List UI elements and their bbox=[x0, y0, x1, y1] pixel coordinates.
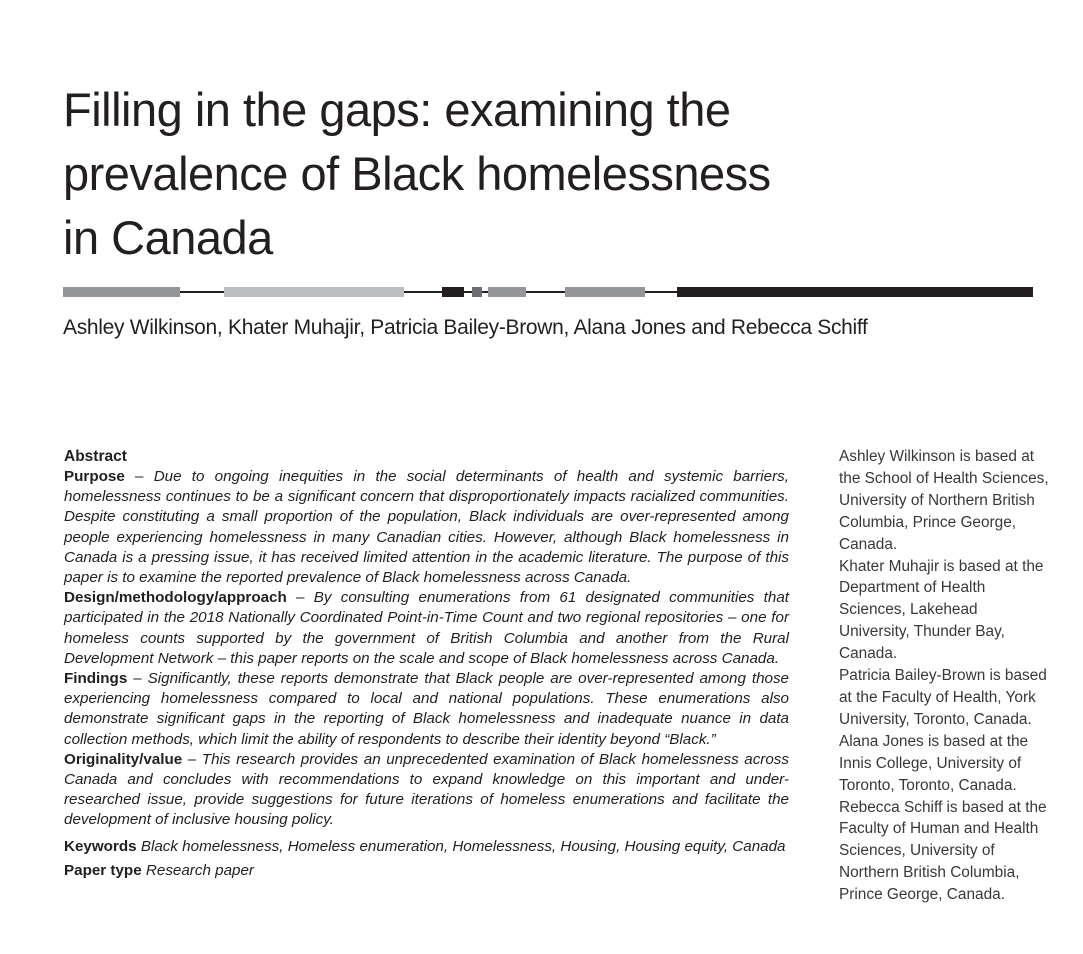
title-line-2: prevalence of Black homelessness bbox=[63, 147, 771, 200]
paper-type-label: Paper type bbox=[64, 861, 142, 879]
keywords bbox=[64, 837, 789, 857]
abstract-section-originality bbox=[64, 750, 789, 831]
keywords-text: Black homelessness, Homeless enumeration, Homelessness, Housing, Housing equity, Canada bbox=[140, 837, 786, 855]
section-separator: – bbox=[286, 589, 314, 607]
abstract-section-purpose bbox=[64, 467, 789, 588]
abstract-heading: Abstract bbox=[64, 448, 127, 465]
affiliation-item: Alana Jones is based at the Innis College, University of Toronto, Toronto, Canada. bbox=[839, 732, 1029, 794]
section-label: Design/methodology/approach bbox=[64, 589, 287, 607]
keywords-label: Keywords bbox=[64, 837, 137, 855]
affiliation-item: Khater Muhajir is based at the Department of Health Sciences, Lakehead University, Thunder Bay, Canada. bbox=[839, 557, 1044, 663]
section-text: Due to ongoing inequities in the social determinants of health and systemic barriers, homelessness continues to be a significant concern that disproportionately impacts racialized communities. Despite constituting a small proportion of the population, Black individuals are over-represented among people experiencing homelessness in many Canadian cities. However, although Black homelessness in Canada is a pressing issue, it has received limited attention in the academic literature. The purpose of this paper is to examine the reported prevalence of Black homelessness across Canada. bbox=[64, 468, 789, 587]
author-affiliations bbox=[839, 446, 1049, 906]
title-line-3: in Canada bbox=[63, 211, 273, 264]
paper-type bbox=[64, 861, 789, 881]
abstract-block bbox=[64, 447, 789, 881]
title-line-1: Filling in the gaps: examining the bbox=[63, 83, 731, 136]
rule-segment bbox=[565, 287, 645, 297]
section-label: Purpose bbox=[64, 468, 125, 485]
section-text: Significantly, these reports demonstrate that Black people are over-represented among those experiencing homelessness compared to local and national populations. These enumerations also demonstrate significant gaps in the reporting of Black homelessness and inadequate nuance in data collection methods, which limit the ability of respondents to describe their identity beyond “Black.” bbox=[64, 670, 790, 748]
section-separator: – bbox=[124, 468, 154, 485]
affiliation-item: Rebecca Schiff is based at the Faculty of Human and Health Sciences, University of Northern British Columbia, Prince George, Canada. bbox=[839, 798, 1047, 904]
section-separator: – bbox=[182, 750, 202, 768]
section-separator: – bbox=[127, 670, 148, 688]
rule-segment bbox=[488, 287, 526, 297]
paper-type-text: Research paper bbox=[145, 861, 254, 879]
section-label: Findings bbox=[64, 670, 128, 688]
affiliation-item: Ashley Wilkinson is based at the School of Health Sciences, University of Northern British Columbia, Prince George, Canada. bbox=[839, 448, 1049, 553]
section-label: Originality/value bbox=[64, 750, 183, 768]
rule-segment bbox=[224, 287, 404, 297]
abstract-section-design bbox=[64, 588, 789, 669]
author-list: Ashley Wilkinson, Khater Muhajir, Patricia Bailey-Brown, Alana Jones and Rebecca Schiff bbox=[63, 316, 868, 339]
section-text: By consulting enumerations from 61 designated communities that participated in the 2018 Nationally Coordinated Point-in-Time Count and two regional repositories – one for homeless counts supported by the government of British Columbia and another from the Rural Development Network – this paper reports on the scale and scope of Black homelessness across Canada. bbox=[64, 589, 789, 667]
abstract-section-findings bbox=[64, 669, 789, 750]
rule-segment bbox=[677, 287, 1033, 297]
rule-segment bbox=[63, 287, 180, 297]
section-text: This research provides an unprecedented examination of Black homelessness across Canada and concludes with recommendations to expand knowledge on this important and under-researched issue, provide suggestions for future iterations of homeless enumerations and facilitate the development of inclusive housing policy. bbox=[64, 750, 789, 829]
affiliation-item: Patricia Bailey-Brown is based at the Faculty of Health, York University, Toronto, Canada. bbox=[839, 667, 1047, 728]
rule-segment bbox=[472, 287, 482, 297]
decorative-divider-rule bbox=[63, 287, 1033, 297]
paper-title bbox=[63, 78, 943, 270]
rule-segment bbox=[442, 287, 464, 297]
